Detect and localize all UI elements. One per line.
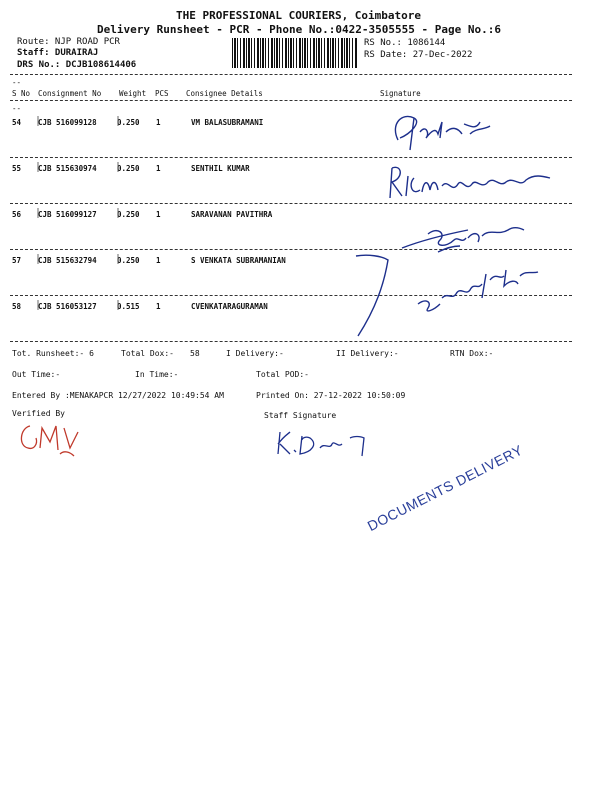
drs-number: DRS No.: DCJB108614406 (17, 60, 137, 70)
col-sno: S No (12, 89, 31, 98)
out-time: Out Time:- (12, 370, 61, 379)
signature-row-55 (386, 156, 556, 208)
total-dox-value: 58 (190, 349, 200, 358)
verified-by-label: Verified By (12, 409, 65, 418)
row-pcs: 1 (156, 302, 161, 311)
row-consignee: VM BALASUBRAMANI (191, 118, 264, 127)
divider (10, 100, 572, 101)
divider (10, 74, 572, 75)
row-consignment: CJB 516053127 (38, 302, 97, 311)
row-consignment: CJB 516099128 (38, 118, 97, 127)
total-pod: Total POD:- (256, 370, 309, 379)
row-weight: 0.250 (117, 210, 140, 219)
row-consignment: CJB 515632794 (38, 256, 97, 265)
row-pcs: 1 (156, 164, 161, 173)
row-sno: 54 (12, 118, 22, 127)
row-sno: 55 (12, 164, 22, 173)
row-consignee: CVENKATARAGURAMAN (191, 302, 268, 311)
col-signature: Signature (380, 89, 421, 98)
in-time: In Time:- (135, 370, 179, 379)
signature-row-54 (380, 104, 500, 156)
col-consignee: Consignee Details (186, 89, 263, 98)
row-consignment: CJB 516099127 (38, 210, 97, 219)
total-runsheet: Tot. Runsheet:- 6 (12, 349, 94, 358)
col-consignment: Consignment No (38, 89, 102, 98)
row-weight: 0.250 (117, 164, 140, 173)
entered-by: Entered By :MENAKAPCR 12/27/2022 10:49:54 AM (12, 391, 224, 400)
staff-signature (270, 424, 380, 460)
dash-mark: -- (12, 78, 22, 87)
row-weight: 0.250 (117, 256, 140, 265)
row-consignee: SARAVANAN PAVITHRA (191, 210, 273, 219)
row-pcs: 1 (156, 256, 161, 265)
row-pcs: 1 (156, 210, 161, 219)
row-consignee: S VENKATA SUBRAMANIAN (191, 256, 286, 265)
row-weight: 0.515 (117, 302, 140, 311)
ii-delivery: II Delivery:- (336, 349, 399, 358)
row-sno: 58 (12, 302, 22, 311)
row-sno: 56 (12, 210, 22, 219)
verified-signature (14, 418, 84, 460)
rtn-dox: RTN Dox:- (450, 349, 494, 358)
row-weight: 0.250 (117, 118, 140, 127)
total-dox-label: Total Dox:- (121, 349, 174, 358)
row-consignee: SENTHIL KUMAR (191, 164, 250, 173)
col-weight: Weight (119, 89, 147, 98)
i-delivery: I Delivery:- (226, 349, 284, 358)
col-pcs: PCS (155, 89, 169, 98)
company-name: THE PROFESSIONAL COURIERS, Coimbatore (176, 9, 422, 22)
column-marks (30, 112, 130, 324)
printed-on: Printed On: 27-12-2022 10:50:09 (256, 391, 406, 400)
staff-label: Staff: DURAIRAJ (17, 48, 99, 58)
rs-date: RS Date: 27-Dec-2022 (364, 50, 473, 60)
signature-row-57 (348, 250, 548, 344)
dash-mark: -- (12, 104, 22, 113)
row-consignment: CJB 515630974 (38, 164, 97, 173)
runsheet-title: Delivery Runsheet - PCR - Phone No.:0422-3505555 - Page No.:6 (97, 23, 501, 36)
barcode (232, 38, 358, 68)
row-pcs: 1 (156, 118, 161, 127)
rs-number: RS No.: 1086144 (364, 38, 446, 48)
route-label: Route: NJP ROAD PCR (17, 37, 120, 47)
staff-signature-label: Staff Signature (264, 411, 337, 420)
row-sno: 57 (12, 256, 22, 265)
documents-delivery-stamp: DOCUMENTS DELIVERY (364, 441, 526, 534)
